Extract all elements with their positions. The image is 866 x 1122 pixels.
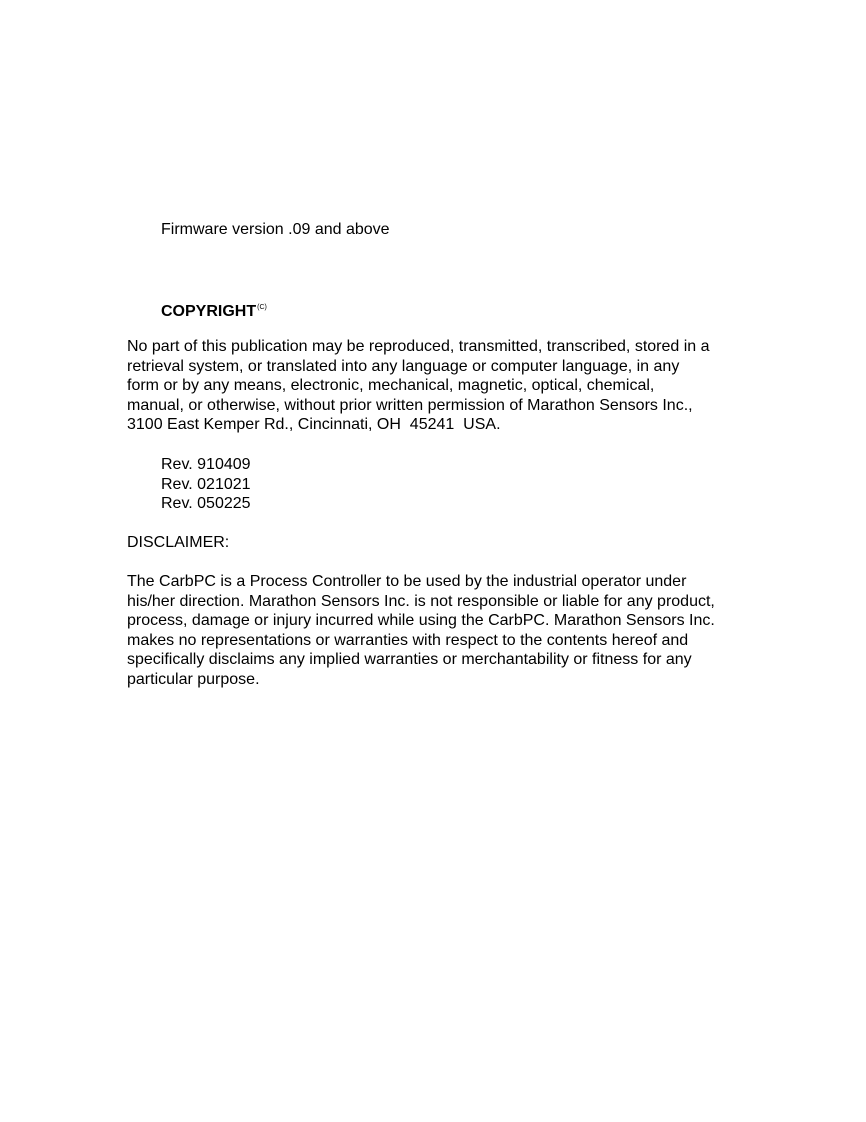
copyright-line: No part of this publication may be reproduced, transmitted, transcribed, stored in a	[127, 338, 710, 355]
revision-item: Rev. 021021	[161, 475, 251, 493]
firmware-version: Firmware version .09 and above	[161, 221, 390, 238]
copyright-line: 3100 East Kemper Rd., Cincinnati, OH 45241 USA.	[127, 416, 501, 434]
disclaimer-line: particular purpose.	[127, 670, 260, 688]
copyright-line: form or by any means, electronic, mechanical, magnetic, optical, chemical,	[127, 377, 655, 395]
disclaimer-line: process, damage or injury incurred while using the CarbPC. Marathon Sensors Inc.	[127, 612, 715, 630]
revision-list	[161, 455, 251, 514]
copyright-symbol: (C)	[257, 304, 267, 311]
disclaimer-line: The CarbPC is a Process Controller to be used by the industrial operator under	[127, 573, 687, 590]
disclaimer-text	[127, 572, 715, 690]
copyright-line: manual, or otherwise, without prior written permission of Marathon Sensors Inc.,	[127, 396, 693, 414]
disclaimer-heading: DISCLAIMER:	[127, 534, 230, 551]
copyright-notice	[127, 337, 710, 435]
copyright-line: retrieval system, or translated into any language or computer language, in any	[127, 357, 680, 375]
disclaimer-line: makes no representations or warranties with respect to the contents hereof and	[127, 631, 689, 649]
copyright-heading-text: COPYRIGHT	[161, 303, 257, 320]
disclaimer-line: specifically disclaims any implied warranties or merchantability or fitness for any	[127, 651, 692, 669]
revision-item: Rev. 910409	[161, 456, 251, 473]
copyright-heading	[161, 298, 267, 322]
revision-item: Rev. 050225	[161, 495, 251, 513]
disclaimer-line: his/her direction. Marathon Sensors Inc. is not responsible or liable for any product,	[127, 592, 715, 610]
